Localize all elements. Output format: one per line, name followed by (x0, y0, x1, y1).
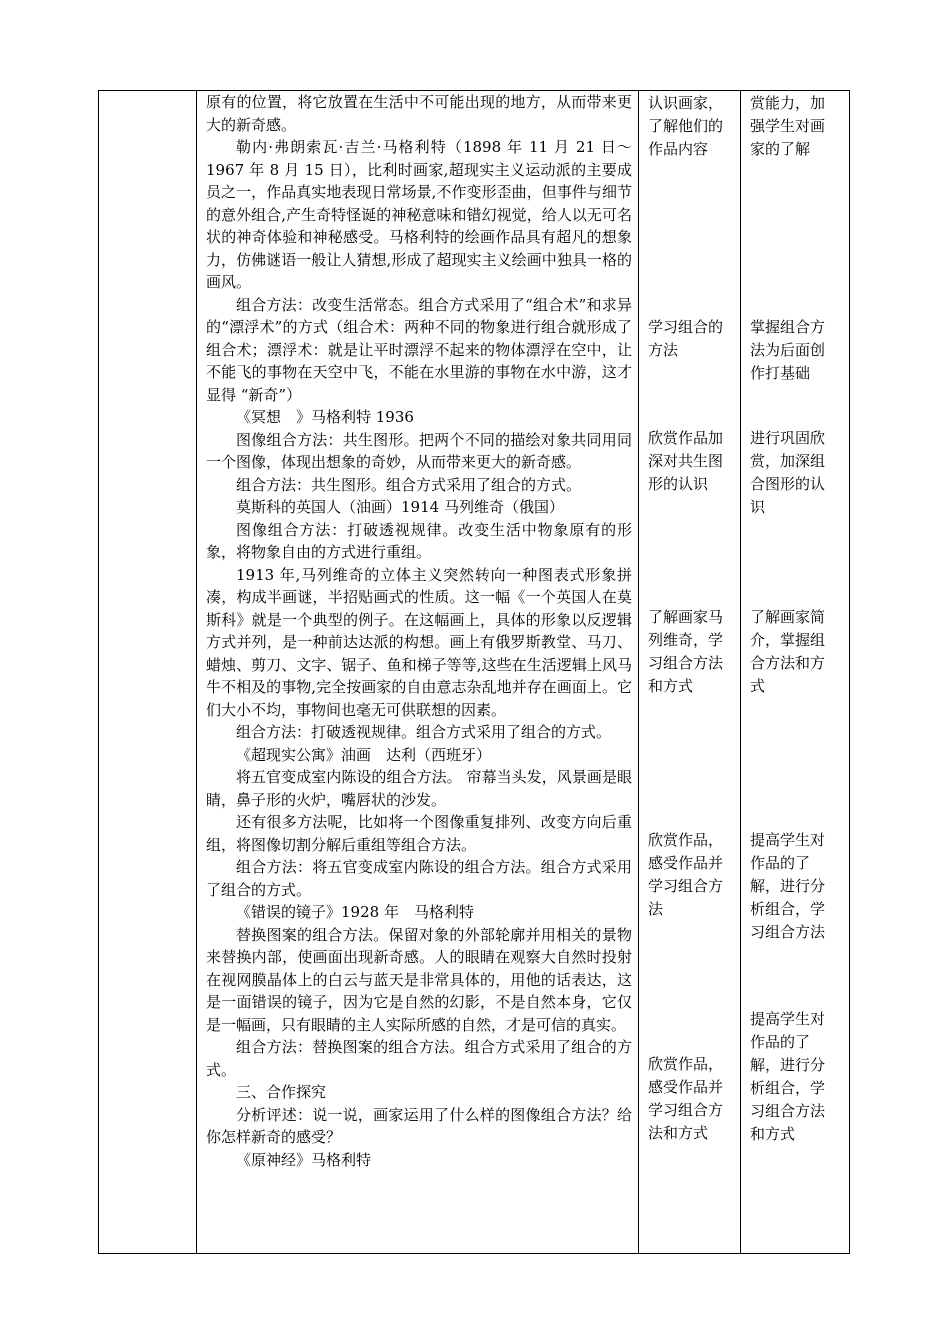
design-intent-line: 析组合，学 (750, 900, 826, 918)
student-activity-line: 和方式 (648, 677, 694, 695)
design-intent-line: 家的了解 (750, 140, 811, 158)
table-border-right (849, 90, 850, 1254)
student-activity-line: 法 (648, 900, 664, 918)
content-paragraph: 替换图案的组合方法。保留对象的外部轮廓并用相关的景物来替换内部，使画面出现新奇感。人的眼睛在观察大自然时投射在视网膜晶体上的白云与蓝天是非常具体的，用他的话表达，这是一面错误的镜子，因为它是自然的幻影，不是自然本身，它仅是一幅画，只有眼睛的主人实际所感的自然，才是可信的真实。 (206, 925, 632, 1034)
student-activity-line: 学习组合的 (648, 318, 724, 336)
content-paragraph: 《错误的镜子》1928 年 马格利特 (236, 903, 474, 921)
design-intent-block-4 (750, 606, 844, 698)
table-border-left (98, 90, 99, 1254)
student-activity-line: 认识画家， (648, 94, 724, 112)
content-paragraph: 图像组合方法：共生图形。把两个不同的描绘对象共同用同一个图像，体现出想象的奇妙，从而带来更大的新奇感。 (206, 430, 632, 471)
teaching-content (206, 91, 632, 1171)
content-paragraph: 组合方法：替换图案的组合方法。组合方式采用了组合的方式。 (206, 1038, 632, 1079)
design-intent-line: 和方式 (750, 1125, 796, 1143)
content-paragraph: 1913 年,马列维奇的立体主义突然转向一种图表式形象拼凑，构成半画谜，半招贴画式的性质。这一幅《一个英国人在莫斯科》就是一个典型的例子。在这幅画上，具体的形象以反逻辑方式并列，是一种前达达派的构想。画上有俄罗斯教堂、马刀、蜡烛、剪刀、文字、锯子、鱼和梯子等等,这些在生活逻辑上风马牛不相及的事物,完全按画家的自由意志杂乱地并存在画面上。它们大小不均，事物间也毫无可供联想的因素。 (206, 565, 632, 719)
student-activity-block-2 (648, 316, 734, 362)
table-divider-2 (638, 90, 639, 1254)
content-paragraph: 图像组合方法：打破透视规律。改变生活中物象原有的形象，将物象自由的方式进行重组。 (206, 520, 632, 561)
student-activity-line: 欣赏作品， (648, 831, 724, 849)
student-activity-line: 了解画家马 (648, 608, 724, 626)
student-activity-line: 习组合方法 (648, 654, 724, 672)
design-intent-line: 掌握组合方 (750, 318, 826, 336)
table-bottom-border (98, 1253, 850, 1254)
content-paragraph: 莫斯科的英国人（油画）1914 马列维奇（俄国） (236, 498, 564, 516)
design-intent-line: 习组合方法 (750, 923, 826, 941)
content-paragraph: 《冥想 》马格利特 1936 (236, 408, 414, 426)
design-intent-line: 法为后面创 (750, 341, 826, 359)
content-paragraph: 《超现实公寓》油画 达利（西班牙） (236, 745, 492, 764)
student-activity-line: 作品内容 (648, 140, 709, 158)
student-activity-block-3 (648, 427, 734, 496)
design-intent-line: 作品的了 (750, 854, 811, 872)
design-intent-line: 提高学生对 (750, 1010, 826, 1028)
design-intent-block-6 (750, 1008, 844, 1146)
content-paragraph: 组合方法：共生图形。组合方式采用了组合的方式。 (236, 475, 582, 494)
student-activity-line: 方法 (648, 341, 679, 359)
design-intent-line: 赏，加深组 (750, 452, 826, 470)
design-intent-line: 合方法和方 (750, 654, 826, 672)
design-intent-block-1 (750, 92, 844, 161)
design-intent-line: 式 (750, 677, 766, 695)
content-paragraph: 《原神经》马格利特 (236, 1150, 372, 1169)
content-paragraph: 还有很多方法呢，比如将一个图像重复排列、改变方向后重组，将图像切割分解后重组等组合方法。 (206, 813, 632, 854)
content-paragraph: 组合方法：改变生活常态。组合方式采用了“组合术”和求异的“漂浮术”的方式（组合术：两种不同的物象进行组合就形成了组合术；漂浮术：就是让平时漂浮不起来的物体漂浮在空中，让不能飞的事物在天空中飞，不能在水里游的事物在水中游，这才显得 “新奇”） (206, 295, 632, 404)
student-activity-line: 学习组合方 (648, 877, 724, 895)
design-intent-line: 识 (750, 498, 766, 516)
design-intent-line: 进行巩固欣 (750, 429, 826, 447)
table-divider-3 (740, 90, 741, 1254)
student-activity-line: 了解他们的 (648, 117, 724, 135)
design-intent-line: 解，进行分 (750, 877, 826, 895)
design-intent-line: 了解画家简 (750, 608, 826, 626)
content-paragraph: 勒内·弗朗索瓦·吉兰·马格利特（1898 年 11 月 21 日～1967 年 8 月 15 日），比利时画家,超现实主义运动派的主要成员之一，作品真实地表现日常场景,不作变形歪曲，但事件与细节的意外组合,产生奇特怪诞的神秘意味和错幻视觉，给人以无可名状的神奇体验和神秘感受。马格利特的绘画作品具有超凡的想象力，仿佛谜语一般让人猜想,形成了超现实主义绘画中独具一格的画风。 (206, 138, 632, 291)
student-activity-line: 欣赏作品加 (648, 429, 724, 447)
design-intent-line: 强学生对画 (750, 117, 826, 135)
student-activity-line: 形的认识 (648, 475, 709, 493)
design-intent-line: 作打基础 (750, 364, 811, 382)
student-activity-block-1 (648, 92, 734, 161)
content-paragraph: 组合方法：将五官变成室内陈设的组合方法。组合方式采用了组合的方式。 (206, 858, 632, 899)
student-activity-line: 深对共生图 (648, 452, 724, 470)
design-intent-line: 提高学生对 (750, 831, 826, 849)
design-intent-line: 合图形的认 (750, 475, 826, 493)
student-activity-line: 感受作品并 (648, 854, 724, 872)
student-activity-line: 感受作品并 (648, 1078, 724, 1096)
content-paragraph: 分析评述：说一说，画家运用了什么样的图像组合方法？给你怎样新奇的感受？ (206, 1105, 632, 1146)
design-intent-line: 解，进行分 (750, 1056, 826, 1074)
student-activity-line: 列维奇，学 (648, 631, 724, 649)
design-intent-block-5 (750, 829, 844, 944)
design-intent-line: 作品的了 (750, 1033, 811, 1051)
content-paragraph: 三、合作探究 (236, 1083, 327, 1101)
student-activity-block-4 (648, 606, 734, 698)
content-paragraph: 组合方法：打破透视规律。组合方式采用了组合的方式。 (236, 723, 612, 741)
student-activity-block-5 (648, 829, 734, 921)
design-intent-line: 析组合，学 (750, 1079, 826, 1097)
student-activity-block-6 (648, 1053, 734, 1145)
table-divider-1 (196, 90, 197, 1254)
design-intent-block-3 (750, 427, 844, 519)
student-activity-line: 欣赏作品， (648, 1055, 724, 1073)
design-intent-block-2 (750, 316, 844, 385)
content-paragraph: 原有的位置，将它放置在生活中不可能出现的地方，从而带来更大的新奇感。 (206, 93, 632, 134)
design-intent-line: 习组合方法 (750, 1102, 826, 1120)
content-paragraph: 将五官变成室内陈设的组合方法。 帘幕当头发，风景画是眼睛，鼻子形的火炉，嘴唇状的沙发。 (206, 768, 632, 809)
student-activity-line: 法和方式 (648, 1124, 709, 1142)
student-activity-line: 学习组合方 (648, 1101, 724, 1119)
design-intent-line: 介，掌握组 (750, 631, 826, 649)
design-intent-line: 赏能力，加 (750, 94, 826, 112)
